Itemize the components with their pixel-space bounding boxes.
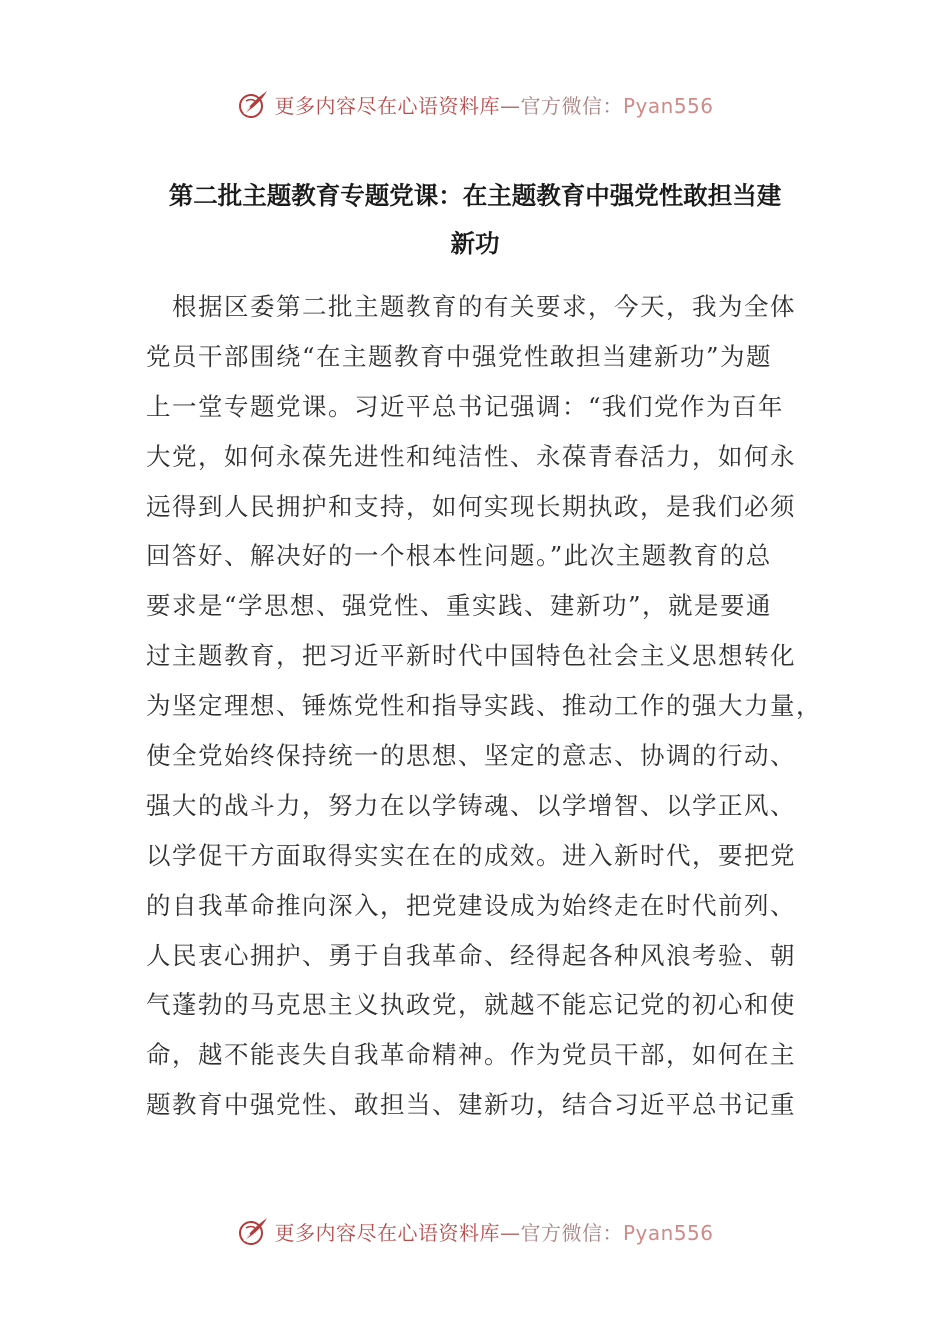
- body-line: 党员干部围绕“在主题教育中强党性敢担当建新功”为题: [146, 341, 773, 371]
- watermark-text: [274, 90, 713, 119]
- body-line: 气蓬勃的马克思主义执政党，就越不能忘记党的初心和使: [146, 990, 796, 1020]
- body-line: 人民衷心拥护、勇于自我革命、经得起各种风浪考验、朝: [146, 940, 796, 970]
- body-paragraph: [146, 282, 822, 1130]
- watermark-label: 官方微信：: [520, 1220, 623, 1245]
- body-line: 强大的战斗力，努力在以学铸魂、以学增智、以学正风、: [146, 790, 796, 820]
- title-line-1: 第二批主题教育专题党课：在主题教育中强党性敢担当建: [168, 181, 782, 210]
- watermark-brand: 更多内容尽在心语资料库: [274, 1220, 500, 1245]
- title-line-2: 新功: [450, 229, 500, 258]
- body-line: 以学促干方面取得实实在在的成效。进入新时代，要把党: [146, 840, 796, 870]
- watermark-text: [274, 1217, 713, 1246]
- body-line: 远得到人民拥护和支持，如何实现长期执政，是我们必须: [146, 491, 796, 521]
- body-line: 根据区委第二批主题教育的有关要求，今天，我为全体: [146, 292, 796, 321]
- quill-logo-icon: [236, 87, 270, 121]
- body-line: 要求是“学思想、强党性、重实践、建新功”，就是要通: [146, 591, 773, 621]
- watermark-account: Pyan556: [622, 93, 714, 118]
- watermark-separator: —: [499, 93, 521, 118]
- watermark-brand: 更多内容尽在心语资料库: [274, 93, 500, 118]
- watermark-label: 官方微信：: [520, 93, 623, 118]
- document-title: [140, 172, 810, 268]
- footer-watermark: [0, 1211, 950, 1251]
- body-line: 为坚定理想、锤炼党性和指导实践、推动工作的强大力量，: [146, 691, 822, 721]
- header-watermark: [0, 84, 950, 124]
- body-line: 过主题教育，把习近平新时代中国特色社会主义思想转化: [146, 641, 796, 671]
- body-line: 上一堂专题党课。习近平总书记强调：“我们党作为百年: [146, 391, 785, 421]
- watermark-separator: —: [499, 1220, 521, 1245]
- body-line: 题教育中强党性、敢担当、建新功，结合习近平总书记重: [146, 1090, 796, 1120]
- watermark-account: Pyan556: [622, 1220, 714, 1245]
- body-line: 的自我革命推向深入，把党建设成为始终走在时代前列、: [146, 890, 796, 920]
- quill-logo-icon: [236, 1214, 270, 1248]
- body-line: 大党，如何永葆先进性和纯洁性、永葆青春活力，如何永: [146, 441, 796, 471]
- body-line: 回答好、解决好的一个根本性问题。”此次主题教育的总: [146, 541, 772, 571]
- body-line: 命，越不能丧失自我革命精神。作为党员干部，如何在主: [146, 1040, 796, 1070]
- body-line: 使全党始终保持统一的思想、坚定的意志、协调的行动、: [146, 741, 796, 771]
